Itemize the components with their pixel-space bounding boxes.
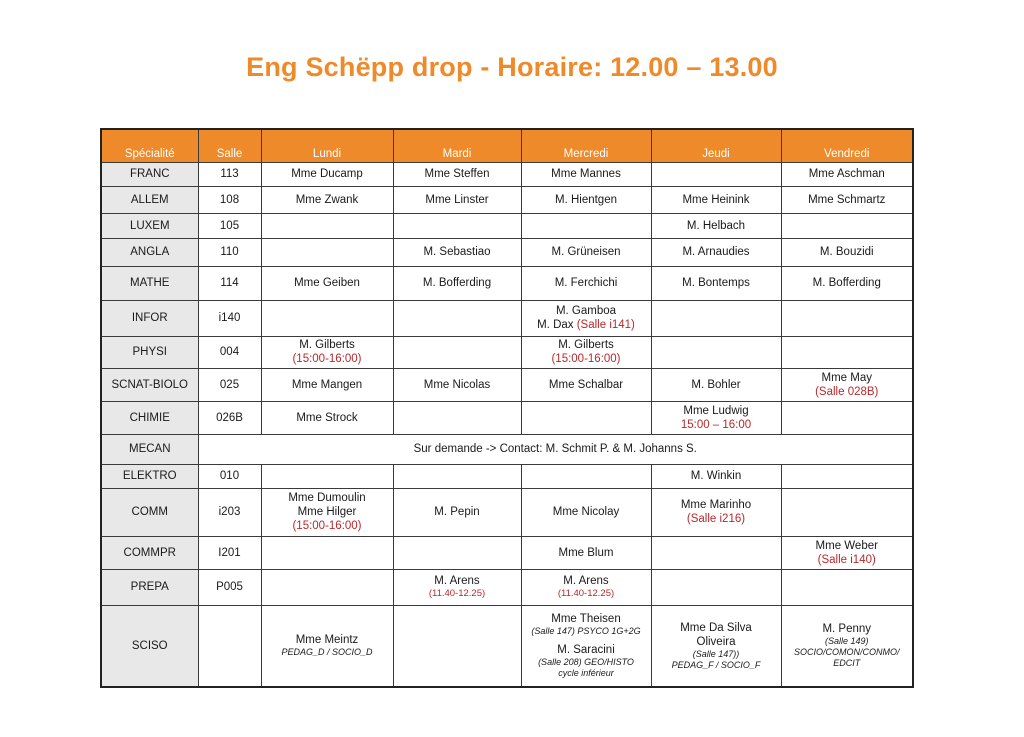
time-note: (15:00-16:00) [292, 353, 362, 365]
course-note: PEDAG_F / SOCIO_F [671, 659, 761, 670]
teacher-name: M. Arens [563, 575, 609, 587]
jeudi-cell: M. Bohler [651, 368, 781, 401]
specialite-cell: COMMPR [101, 536, 198, 569]
mardi-cell: M. Bofferding [393, 266, 521, 300]
mercredi-cell: Mme Mannes [521, 162, 651, 186]
teacher-name: Mme Da Silva [680, 621, 752, 634]
mercredi-cell [521, 569, 651, 605]
header-jeudi: Jeudi [651, 129, 781, 162]
course-note: EDCIT [833, 658, 861, 669]
table-row [101, 464, 913, 488]
teacher-name: M. Gilberts [558, 339, 614, 351]
header-mardi: Mardi [393, 129, 521, 162]
schedule-table [100, 128, 914, 688]
salle-cell: 004 [198, 336, 261, 368]
teacher-name: Mme Meintz [295, 634, 359, 647]
header-salle: Salle [198, 129, 261, 162]
salle-cell: 113 [198, 162, 261, 186]
course-note: SOCIO/COMON/CONMO/ [794, 647, 900, 658]
mardi-cell [393, 336, 521, 368]
table-row [101, 336, 913, 368]
course-note: PEDAG_D / SOCIO_D [281, 647, 373, 658]
header-vendredi: Vendredi [781, 129, 913, 162]
specialite-cell: SCISO [101, 605, 198, 687]
course-note: (Salle 149) [824, 636, 869, 647]
mercredi-cell [521, 300, 651, 336]
course-note: cycle inférieur [558, 668, 614, 679]
course-note: (Salle 208) GEO/HISTO [538, 657, 634, 668]
salle-cell: 105 [198, 213, 261, 238]
teacher-name: Mme Marinho [680, 499, 752, 511]
teacher-name: Mme Hilger [297, 506, 357, 518]
lundi-cell: Mme Zwank [261, 186, 393, 213]
course-note: (Salle 147) PSYCO 1G+2G [531, 626, 641, 637]
teacher-name: Mme Weber [815, 539, 878, 552]
page-title: Eng Schëpp drop - Horaire: 12.00 – 13.00 [246, 52, 778, 82]
header-lundi: Lundi [261, 129, 393, 162]
teacher-name: M. Penny [822, 623, 872, 636]
contact-note: Sur demande -> Contact: M. Schmit P. & M. Johanns S. [198, 434, 913, 464]
mercredi-cell [521, 605, 651, 687]
teacher-name: Oliveira [696, 635, 736, 648]
room-note: (Salle 028B) [815, 385, 879, 398]
table-row [101, 605, 913, 687]
header-mercredi: Mercredi [521, 129, 651, 162]
lundi-cell: Mme Geiben [261, 266, 393, 300]
lundi-cell [261, 569, 393, 605]
mercredi-cell: Mme Nicolay [521, 488, 651, 536]
specialite-cell: ANGLA [101, 238, 198, 266]
vendredi-cell [781, 401, 913, 434]
salle-cell: 026B [198, 401, 261, 434]
vendredi-cell: Mme Aschman [781, 162, 913, 186]
jeudi-cell [651, 488, 781, 536]
specialite-cell: INFOR [101, 300, 198, 336]
lundi-cell [261, 238, 393, 266]
jeudi-cell [651, 336, 781, 368]
table-row [101, 434, 913, 464]
vendredi-cell: Mme Schmartz [781, 186, 913, 213]
jeudi-cell [651, 300, 781, 336]
vendredi-cell [781, 464, 913, 488]
vendredi-cell [781, 300, 913, 336]
lundi-cell [261, 300, 393, 336]
jeudi-cell [651, 162, 781, 186]
vendredi-cell [781, 569, 913, 605]
vendredi-cell [781, 605, 913, 687]
specialite-cell: MATHE [101, 266, 198, 300]
specialite-cell: FRANC [101, 162, 198, 186]
table-row [101, 569, 913, 605]
mardi-cell [393, 300, 521, 336]
specialite-cell: MECAN [101, 434, 198, 464]
header-specialite: Spécialité [101, 129, 198, 162]
mercredi-cell: M. Hientgen [521, 186, 651, 213]
lundi-cell: Mme Ducamp [261, 162, 393, 186]
vendredi-cell [781, 213, 913, 238]
table-row [101, 488, 913, 536]
salle-cell: 025 [198, 368, 261, 401]
lundi-cell [261, 536, 393, 569]
mercredi-cell: Mme Schalbar [521, 368, 651, 401]
time-note: (11.40-12.25) [428, 588, 486, 599]
table-row [101, 536, 913, 569]
specialite-cell: CHIMIE [101, 401, 198, 434]
teacher-name: Mme May [821, 371, 872, 384]
specialite-cell: ALLEM [101, 186, 198, 213]
vendredi-cell [781, 488, 913, 536]
mercredi-cell: M. Grüneisen [521, 238, 651, 266]
mardi-cell [393, 536, 521, 569]
lundi-cell [261, 488, 393, 536]
jeudi-cell [651, 401, 781, 434]
table-row [101, 368, 913, 401]
specialite-cell: PHYSI [101, 336, 198, 368]
vendredi-cell: M. Bouzidi [781, 238, 913, 266]
table-row [101, 213, 913, 238]
salle-cell: P005 [198, 569, 261, 605]
teacher-name: Mme Ludwig [683, 404, 749, 417]
lundi-cell [261, 213, 393, 238]
salle-cell: i140 [198, 300, 261, 336]
salle-cell: 110 [198, 238, 261, 266]
mercredi-cell: Mme Blum [521, 536, 651, 569]
vendredi-cell [781, 368, 913, 401]
mercredi-cell: M. Ferchichi [521, 266, 651, 300]
salle-cell [198, 605, 261, 687]
teacher-name: M. Gilberts [299, 339, 355, 351]
time-note: (15:00-16:00) [551, 353, 621, 365]
table-row [101, 401, 913, 434]
jeudi-cell: Mme Heinink [651, 186, 781, 213]
room-note: (Salle i140) [817, 553, 876, 566]
time-note: 15:00 – 16:00 [680, 418, 752, 431]
table-row [101, 300, 913, 336]
table-row [101, 266, 913, 300]
salle-cell: I201 [198, 536, 261, 569]
jeudi-cell [651, 605, 781, 687]
table-row [101, 162, 913, 186]
mercredi-cell [521, 464, 651, 488]
teacher-name: M. Arens [434, 575, 480, 587]
teacher-name: M. Saracini [557, 644, 615, 657]
mercredi-cell [521, 336, 651, 368]
time-note: (11.40-12.25) [557, 588, 615, 599]
vendredi-cell [781, 336, 913, 368]
jeudi-cell: M. Winkin [651, 464, 781, 488]
mardi-cell [393, 401, 521, 434]
header-row [101, 129, 913, 162]
specialite-cell: ELEKTRO [101, 464, 198, 488]
vendredi-cell [781, 536, 913, 569]
mardi-cell: M. Pepin [393, 488, 521, 536]
mardi-cell [393, 464, 521, 488]
vendredi-cell: M. Bofferding [781, 266, 913, 300]
mardi-cell: Mme Linster [393, 186, 521, 213]
mardi-cell: Mme Steffen [393, 162, 521, 186]
specialite-cell: COMM [101, 488, 198, 536]
lundi-cell [261, 605, 393, 687]
room-note: (Salle i216) [686, 513, 746, 525]
mardi-cell: Mme Nicolas [393, 368, 521, 401]
mercredi-cell [521, 401, 651, 434]
mardi-cell: M. Sebastiao [393, 238, 521, 266]
mardi-cell [393, 569, 521, 605]
lundi-cell: Mme Mangen [261, 368, 393, 401]
salle-cell: 114 [198, 266, 261, 300]
mercredi-cell [521, 213, 651, 238]
salle-cell: 010 [198, 464, 261, 488]
lundi-cell: Mme Strock [261, 401, 393, 434]
specialite-cell: LUXEM [101, 213, 198, 238]
jeudi-cell [651, 569, 781, 605]
jeudi-cell: M. Helbach [651, 213, 781, 238]
lundi-cell [261, 336, 393, 368]
salle-cell: 108 [198, 186, 261, 213]
mardi-cell [393, 213, 521, 238]
mardi-cell [393, 605, 521, 687]
jeudi-cell: M. Arnaudies [651, 238, 781, 266]
teacher-name: M. Dax [537, 319, 574, 331]
teacher-name: Mme Dumoulin [288, 492, 366, 504]
specialite-cell: PREPA [101, 569, 198, 605]
jeudi-cell [651, 536, 781, 569]
specialite-cell: SCNAT-BIOLO [101, 368, 198, 401]
lundi-cell [261, 464, 393, 488]
room-note: (Salle i141) [576, 319, 635, 331]
time-note: (15:00-16:00) [292, 520, 362, 532]
jeudi-cell: M. Bontemps [651, 266, 781, 300]
teacher-name: Mme Theisen [551, 613, 621, 626]
table-row [101, 186, 913, 213]
course-note: (Salle 147)) [692, 648, 740, 659]
teacher-name: M. Gamboa [555, 305, 617, 317]
salle-cell: i203 [198, 488, 261, 536]
table-row [101, 238, 913, 266]
